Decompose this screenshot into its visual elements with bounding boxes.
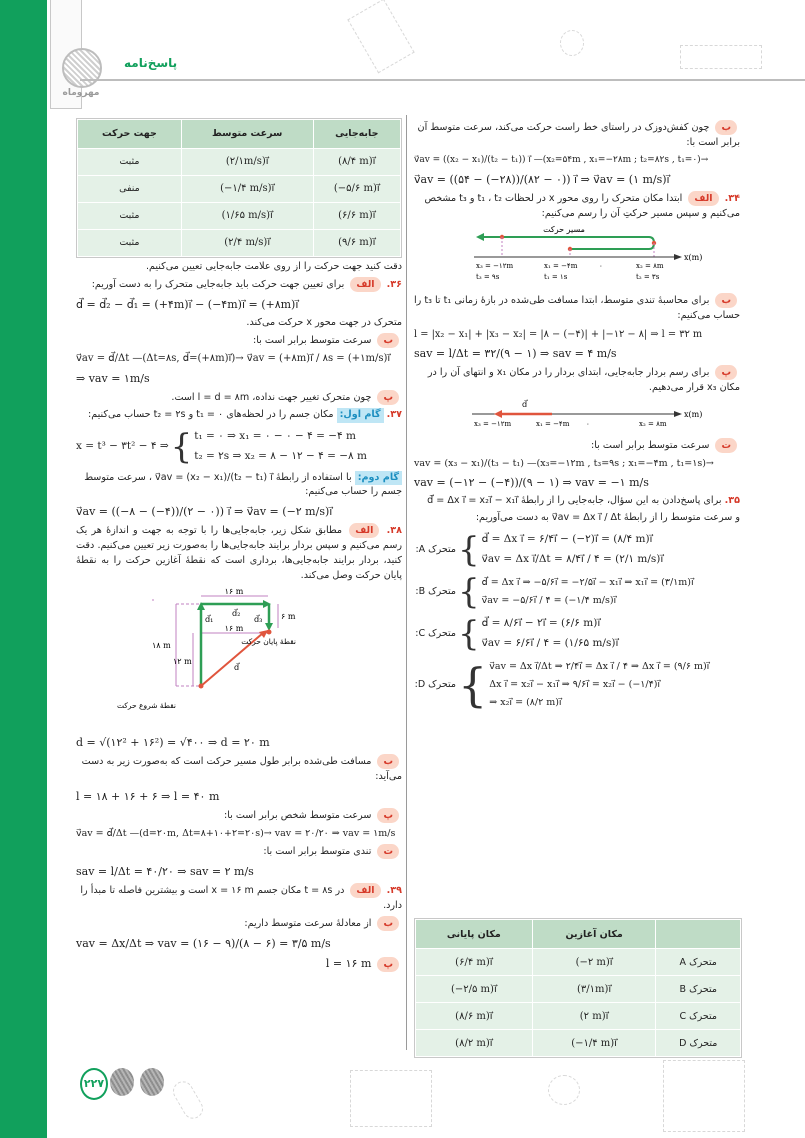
right-column — [414, 118, 740, 716]
dimension-label: ۱۶ m — [224, 586, 244, 596]
part-text: برای رسم بردار جابه‌جایی، ابتدای بردار را در مکان x₁ و انتهای آن را در مکان x₃ قرار می‌دهیم. — [427, 367, 740, 394]
vector-label: d⃗ — [522, 399, 528, 409]
q34-part-d — [414, 438, 740, 454]
equation: v⃗av = −۵/۶i⃗ / ۴ = (−۱/۴ m/s)i⃗ — [481, 595, 617, 607]
question-number: ۳۶. — [386, 278, 402, 290]
table-row — [78, 203, 401, 230]
displacement-axis-diagram — [414, 398, 740, 430]
part-text: در t = ۸s مکان جسم x = ۱۶ m است و بیشترین فاصله تا مبدأ را دارد. — [80, 885, 402, 911]
dimension-label: ۱۶ m — [224, 623, 244, 633]
table-cell: متحرک D — [656, 1030, 741, 1057]
q38-part-a — [76, 523, 402, 583]
part-badge: الف — [350, 883, 380, 898]
results-table-2 — [414, 918, 742, 1058]
table-cell: (۲ m)i⃗ — [532, 1003, 656, 1030]
brace-icon: { — [170, 426, 193, 467]
table-cell: (۸/۴ m)i⃗ — [313, 149, 400, 176]
equation: d = √(۱۲² + ۱۶²) = √۴۰۰ ⇒ d = ۲۰ m — [76, 735, 270, 749]
equation: ⇒ x₂i⃗ = (۸/۲ m)i⃗ — [489, 697, 562, 709]
decorative-dot-icon — [140, 1068, 164, 1096]
equation: v⃗av = ((x₂ − x₁)/(t₂ − t₁)) i⃗ —(x₂=۵۴m , x₁=−۲۸m ; t₂=۸۲s , t₁=۰)→ — [414, 154, 709, 165]
column-divider — [406, 115, 407, 1050]
start-point-label: نقطهٔ شروع حرکت — [116, 700, 176, 710]
q39-part-c — [76, 955, 402, 973]
path-label: مسیر حرکت — [543, 225, 585, 235]
case-label: متحرک C: — [415, 627, 456, 639]
brace-icon: { — [458, 614, 480, 655]
case-label: متحرک B: — [415, 585, 456, 597]
dimension-label: ۶ m — [281, 611, 296, 621]
q36-part-c — [76, 390, 402, 406]
case-A — [414, 530, 740, 570]
equation: v⃗av = Δx i⃗/Δt ⇒ ۲/۴i⃗ = Δx i⃗ / ۴ ⇒ Δx i⃗ = (۹/۶ m)i⃗ — [489, 660, 710, 672]
question-number: ۳۵. — [724, 495, 740, 507]
vector-label: d⃗ — [234, 662, 240, 672]
q37-step2 — [76, 471, 402, 501]
part-badge: ب — [377, 754, 399, 769]
table-cell: (−۵/۶ m)i⃗ — [313, 176, 400, 203]
part-text: مطابق شکل زیر، جابه‌جایی‌ها را با توجه به جهت و اندازهٔ هر یک رسم می‌کنیم و سپس بردار برایند جابه‌جایی‌ها را به‌صورت زیر تعیین می‌کنیم. دقت کنید، بردار برایند جابه‌جایی‌ها، برداری است که نقطهٔ آغازین حرکت را به نقطهٔ پایان حرکت وصل می‌کند. — [76, 525, 402, 581]
axis-zero: ۰ — [599, 262, 603, 271]
left-column — [76, 118, 402, 975]
table-cell: (−۱/۴ m/s)i⃗ — [181, 176, 313, 203]
part-text: سرعت متوسط برابر است با: — [253, 334, 372, 346]
page-number: ۲۲۷ — [80, 1068, 108, 1100]
table-cell: مثبت — [78, 230, 182, 257]
equation: l = ۱۸ + ۱۶ + ۶ ⇒ l = ۴۰ m — [76, 789, 220, 803]
table-header: سرعت متوسط — [181, 120, 313, 149]
case-label: متحرک A: — [415, 543, 456, 555]
equation: t₂ = ۲s ⇒ x₂ = ۸ − ۱۲ − ۴ = −۸ m — [194, 449, 367, 462]
motion-path-figure — [414, 223, 740, 291]
case-C — [414, 614, 740, 654]
vector-label: d⃗₁ — [205, 614, 214, 624]
equation: sav = l/Δt = ۴۰/۲۰ ⇒ sav = ۲ m/s — [76, 865, 254, 879]
table-row — [416, 1030, 741, 1057]
part-badge: پ — [377, 808, 399, 823]
table-cell: (۱/۶۵ m/s)i⃗ — [181, 203, 313, 230]
motion-path — [482, 237, 654, 249]
step-text: با استفاده از رابطهٔ v⃗av = (x₂ − x₁)/(t₂ − t₁) i⃗ ، سرعت متوسط جسم را حساب می‌کنیم: — [84, 471, 402, 498]
question-number: ۳۹. — [386, 885, 402, 897]
q36-part-b — [76, 333, 402, 349]
part-badge: ب — [377, 333, 399, 348]
position-label: x₃ = −۱۲m — [474, 419, 512, 428]
table-header — [656, 920, 741, 949]
brace-icon: { — [458, 572, 480, 613]
table-cell: مثبت — [78, 203, 182, 230]
axis-label: x(m) — [684, 409, 703, 419]
capsule-sketch-icon — [169, 1078, 206, 1123]
equation: sav = l/Δt = ۳۲/(۹ − ۱) ⇒ sav = ۴ m/s — [414, 347, 617, 361]
start-point — [199, 683, 204, 688]
table-row — [78, 176, 401, 203]
position-label: x₂ = ۸m — [639, 419, 667, 428]
part-badge: الف — [349, 523, 379, 538]
table-cell: (۲/۴ m/s)i⃗ — [181, 230, 313, 257]
case-B — [414, 572, 740, 613]
time-label: t₂ = ۳s — [636, 273, 660, 282]
table-cell: (۹/۶ m)i⃗ — [313, 230, 400, 257]
q38-part-d — [76, 844, 402, 860]
table-header: جابه‌جایی — [313, 120, 400, 149]
equation: d⃗ = ۸/۶i⃗ − ۲i⃗ = (۶/۶ m)i⃗ — [481, 617, 601, 630]
table-cell: (−۱/۴ m)i⃗ — [532, 1030, 656, 1057]
position-label: x₁ = −۴m — [544, 262, 578, 271]
prism-sketch-icon — [350, 1070, 432, 1127]
note-text: دقت کنید جهت حرکت را از روی علامت جابه‌جایی تعیین می‌کنیم. — [145, 261, 402, 272]
equation: vav = (x₃ − x₁)/(t₃ − t₁) —(x₃=−۱۲m , t₃=۹s ; x₁=−۴m , t₁=۱s)→ — [414, 457, 714, 469]
table-row — [78, 149, 401, 176]
q34-part-c — [414, 365, 740, 396]
planet-sketch-icon — [560, 30, 584, 56]
equation: vav = Δx/Δt ⇒ vav = (۱۶ − ۹)/(۸ − ۶) = ۳/۵ m/s — [76, 936, 331, 950]
part-badge: ت — [715, 438, 737, 453]
equation: v⃗av = ((۵۴ − (−۲۸))/(۸۲ − ۰)) i⃗ ⇒ v⃗av = (۱ m/s)i⃗ — [414, 172, 670, 186]
table-cell: (۶/۴ m)i⃗ — [416, 949, 533, 976]
position-label: x₂ = ۸m — [636, 262, 664, 271]
header-divider — [80, 79, 805, 81]
vector-label: d⃗₃ — [254, 614, 263, 624]
plant-sketch-icon — [680, 45, 762, 69]
equation: v⃗av = ((−۸ − (−۴))/(۲ − ۰)) i⃗ ⇒ v⃗av = (−۲ m/s)i⃗ — [76, 505, 333, 519]
part-text: مسافت طی‌شده برابر طول مسیر حرکت است که به‌صورت زیر به دست می‌آید: — [81, 755, 402, 782]
question-number: ۳۴. — [724, 192, 740, 204]
case-D — [414, 658, 740, 712]
table-cell: (۳/۱m)i⃗ — [532, 976, 656, 1003]
part-badge: پ — [377, 957, 399, 972]
displacement-figure — [76, 586, 402, 731]
results-table-1 — [76, 118, 402, 258]
publisher-logo-text: مهروماه — [62, 88, 100, 98]
equation-lines — [489, 658, 709, 712]
question-number: ۳۷. — [386, 408, 402, 420]
brace-icon: { — [458, 658, 488, 713]
equation-system — [76, 427, 402, 467]
part-text: سرعت متوسط شخص برابر است با: — [224, 809, 372, 821]
q38-part-c — [76, 808, 402, 824]
part-badge: ب — [715, 293, 737, 308]
equation: l = ۱۶ m — [325, 956, 372, 970]
table-row — [416, 976, 741, 1003]
q37-step1 — [76, 408, 402, 423]
brand-side-bar — [0, 0, 47, 1138]
question-number: ۳۸. — [386, 525, 402, 537]
q38-part-b — [76, 754, 402, 785]
position-label: x₃ = −۱۲m — [476, 262, 514, 271]
case-label: متحرک D: — [414, 678, 456, 690]
equation-lines — [482, 530, 664, 570]
part-text: برای محاسبهٔ تندی متوسط، ابتدا مسافت طی‌شده در بازهٔ زمانی t₁ تا t₃ را حساب می‌کنیم: — [413, 295, 740, 322]
table-cell: (−۲/۵ m)i⃗ — [416, 976, 533, 1003]
table-cell: منفی — [78, 176, 182, 203]
decorative-dot-icon — [110, 1068, 134, 1096]
equation-lines — [482, 574, 694, 610]
part-text: چون متحرک تغییر جهت نداده، l = d = ۸m است. — [171, 392, 372, 404]
q34-part-b — [414, 293, 740, 324]
table-header-row — [416, 920, 741, 949]
table-row — [78, 230, 401, 257]
part-text: تندی متوسط برابر است با: — [263, 846, 372, 858]
part-text: چون کفش‌دوزک در راستای خط راست حرکت می‌کند، سرعت متوسط آن برابر است با: — [417, 122, 740, 148]
table-cell: (۸/۲ m)i⃗ — [416, 1030, 533, 1057]
equation: vav = (−۱۲ − (−۴))/(۹ − ۱) ⇒ vav = −۱ m/s — [414, 476, 649, 490]
part-text: برای پاسخ‌دادن به این سؤال، جابه‌جایی را از رابطهٔ d⃗ = Δx i⃗ = x₂i⃗ − x₁i⃗ — [427, 495, 722, 507]
equation: d⃗ = Δx i⃗ = ۶/۴i⃗ − (−۲)i⃗ = (۸/۴ m)i⃗ — [481, 533, 653, 546]
position-label: x₁ = −۴m — [536, 419, 570, 428]
part-badge: ب — [715, 120, 737, 135]
equation: Δx i⃗ = x₂i⃗ − x₁i⃗ ⇒ ۹/۶i⃗ = x₂i⃗ − (−۱/۴)i⃗ — [489, 679, 661, 691]
end-point — [267, 629, 272, 634]
equation: t₁ = ۰ ⇒ x₁ = ۰ − ۰ − ۴ = −۴ m — [194, 429, 356, 442]
part-text: برای تعیین جهت حرکت باید جابه‌جایی متحرک را به دست آوریم: — [91, 278, 345, 290]
equation: v⃗av = d⃗/Δt —(d=۲۰m, Δt=۸+۱۰+۲=۲۰s)→ vav = ۲۰/۲۰ ⇒ vav = ۱m/s — [76, 827, 396, 839]
table-row — [416, 949, 741, 976]
table-header: جهت حرکت — [78, 120, 182, 149]
q33-part-b — [414, 120, 740, 151]
table-cell: (−۲ m)i⃗ — [532, 949, 656, 976]
dimension-label: ۱۸ m — [152, 640, 171, 650]
q34-part-a — [414, 191, 740, 222]
q39-part-a — [76, 883, 402, 914]
motion-path-diagram — [414, 223, 740, 285]
dimension-label: ۱۲ m — [173, 656, 192, 666]
table-header: مکان آغازین — [532, 920, 656, 949]
displacement-axis-figure — [414, 398, 740, 436]
step-label: گام دوم: — [355, 471, 402, 486]
publisher-logo-icon — [62, 48, 102, 88]
page-header-title: پاسخ‌نامه — [124, 56, 178, 70]
part-badge: ب — [377, 916, 399, 931]
table-cell: مثبت — [78, 149, 182, 176]
equation: x = t³ − ۳t² − ۴ ⇒ — [76, 439, 169, 452]
table-header-row — [78, 120, 401, 149]
q35-intro — [414, 494, 740, 509]
equation: ⇒ vav = ۱m/s — [76, 371, 150, 385]
equation: v⃗av = ۶/۶i⃗ / ۴ = (۱/۶۵ m/s)i⃗ — [481, 637, 619, 650]
table-cell: (۶/۶ m)i⃗ — [313, 203, 400, 230]
table-cell: متحرک A — [656, 949, 741, 976]
part-badge: الف — [350, 277, 380, 292]
vector-label: d⃗₂ — [232, 608, 241, 618]
table-cell: (۲/۱m/s)i⃗ — [181, 149, 313, 176]
part-text: سرعت متوسط برابر است با: — [591, 439, 710, 451]
equation-lines — [194, 427, 367, 467]
equation: d⃗ = d⃗₂ − d⃗₁ = (+۴m)i⃗ − (−۴m)i⃗ = (+۸m)i⃗ — [76, 297, 299, 311]
end-point-label: نقطهٔ پایان حرکت — [241, 636, 296, 646]
equation: d⃗ = Δx i⃗ ⇒ −۵/۶i⃗ = −۲/۵i⃗ − x₁i⃗ ⇒ x₁i⃗ = (۳/۱m)i⃗ — [481, 577, 694, 589]
equation: l = |x₂ − x₁| + |x₃ − x₂| = |۸ − (−۴)| + |−۱۲ − ۸| ⇒ l = ۳۲ m — [414, 329, 703, 340]
table-cell: متحرک C — [656, 1003, 741, 1030]
brace-icon: { — [458, 530, 480, 571]
part-text: متحرک در جهت محور x حرکت می‌کند. — [246, 316, 402, 328]
time-label: t₁ = ۱s — [544, 273, 568, 282]
equation: v⃗av = Δx i⃗/Δt = ۸/۴i⃗ / ۴ = (۲/۱ m/s)i⃗ — [481, 553, 664, 566]
beads-sketch-icon — [548, 1075, 580, 1105]
table-header: مکان پایانی — [416, 920, 533, 949]
step-text: مکان جسم را در لحظه‌های t₁ = ۰ و t₂ = ۲s حساب می‌کنیم: — [87, 408, 334, 420]
q36-part-a — [76, 277, 402, 293]
table-cell: (۸/۶ m)i⃗ — [416, 1003, 533, 1030]
table-cell: متحرک B — [656, 976, 741, 1003]
table-row — [416, 1003, 741, 1030]
axis-zero: ۰ — [586, 419, 590, 428]
part-text: از معادلهٔ سرعت متوسط داریم: — [244, 917, 372, 929]
displacement-diagram — [76, 586, 402, 731]
q39-part-b — [76, 916, 402, 932]
part-badge: پ — [377, 390, 399, 405]
part-text: ابتدا مکان متحرک را روی محور x در لحظات t₁ ، t₂ و t₃ مشخص می‌کنیم و سپس مسیر حرکتِ آن را رسم می‌کنیم: — [424, 192, 740, 219]
step-label: گام اول: — [337, 408, 384, 423]
equation: v⃗av = d⃗/Δt —(Δt=۸s, d⃗=(+۸m)i⃗)→ v⃗av = (+۸m)i⃗ / ۸s = (+۱m/s)i⃗ — [76, 353, 391, 365]
part-badge: پ — [715, 365, 737, 380]
part-badge: الف — [688, 191, 718, 206]
part-text: و سرعت متوسط را از رابطهٔ v⃗av = Δx i⃗ / Δt به دست می‌آوریم: — [475, 512, 740, 524]
equation-lines — [482, 614, 619, 654]
time-label: t₃ = ۹s — [476, 273, 500, 282]
part-badge: ت — [377, 844, 399, 859]
axis-label: x(m) — [684, 253, 703, 263]
satellite-sketch-icon — [347, 0, 414, 73]
circuit-sketch-icon — [663, 1060, 745, 1132]
